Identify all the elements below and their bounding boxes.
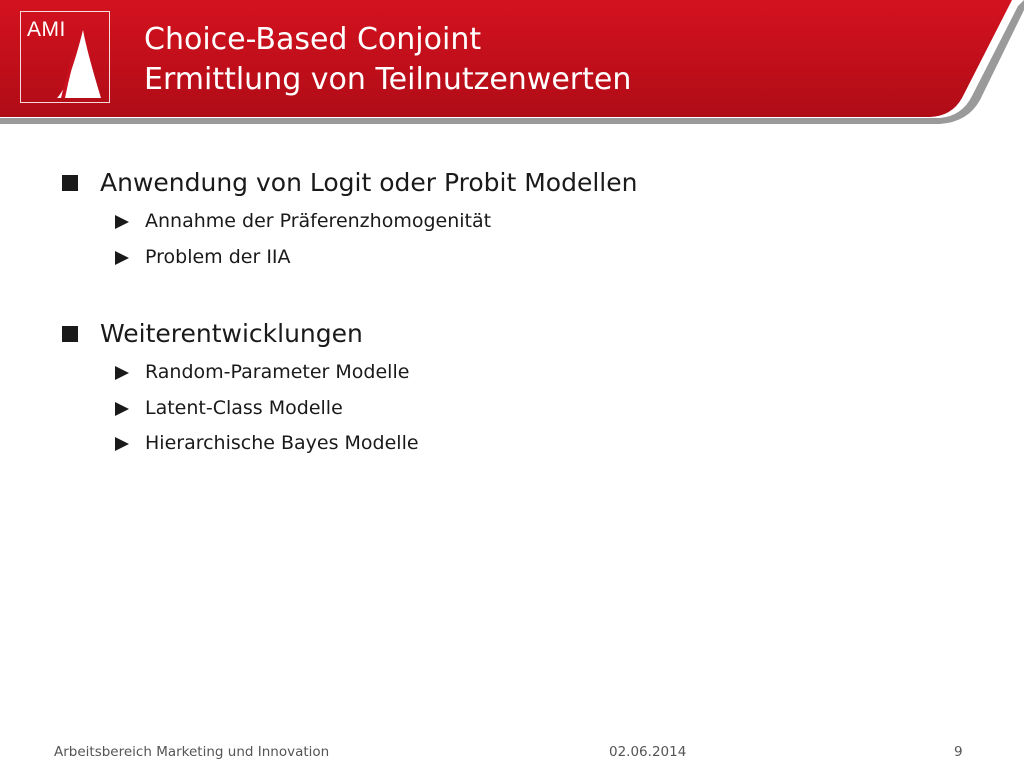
footer-date: 02.06.2014	[609, 744, 687, 760]
ami-logo	[20, 11, 110, 103]
arrow-bullet-icon	[115, 215, 129, 229]
arrow-bullet-icon	[115, 251, 129, 265]
footer-page-number: 9	[954, 744, 963, 760]
section-heading-text: Anwendung von Logit oder Probit Modellen	[100, 168, 638, 197]
logo-text: AMI	[27, 18, 66, 41]
section-spacer	[62, 275, 962, 313]
square-bullet-icon	[62, 326, 78, 342]
list-item	[62, 426, 962, 462]
list-item	[62, 240, 962, 276]
slide-title	[144, 20, 631, 100]
sail-icon	[21, 12, 111, 104]
section-heading	[62, 313, 962, 355]
arrow-bullet-icon	[115, 437, 129, 451]
arrow-bullet-icon	[115, 402, 129, 416]
section-heading-text: Weiterentwicklungen	[100, 319, 363, 348]
list-item	[62, 391, 962, 427]
list-item	[62, 355, 962, 391]
section-heading	[62, 162, 962, 204]
list-item	[62, 204, 962, 240]
list-item-text: Annahme der Präferenzhomogenität	[145, 210, 492, 232]
list-item-text: Latent-Class Modelle	[145, 396, 343, 419]
square-bullet-icon	[62, 175, 78, 191]
arrow-bullet-icon	[115, 366, 129, 380]
list-item-text: Random-Parameter Modelle	[145, 361, 410, 383]
footer-organization: Arbeitsbereich Marketing und Innovation	[54, 744, 330, 760]
list-item-text: Hierarchische Bayes Modelle	[145, 432, 419, 454]
list-item-text: Problem der IIA	[145, 245, 291, 268]
title-line-2: Ermittlung von Teilnutzenwerten	[144, 62, 632, 97]
title-line-1: Choice-Based Conjoint	[144, 22, 482, 57]
header-banner	[0, 0, 1024, 124]
slide-content	[62, 162, 962, 462]
